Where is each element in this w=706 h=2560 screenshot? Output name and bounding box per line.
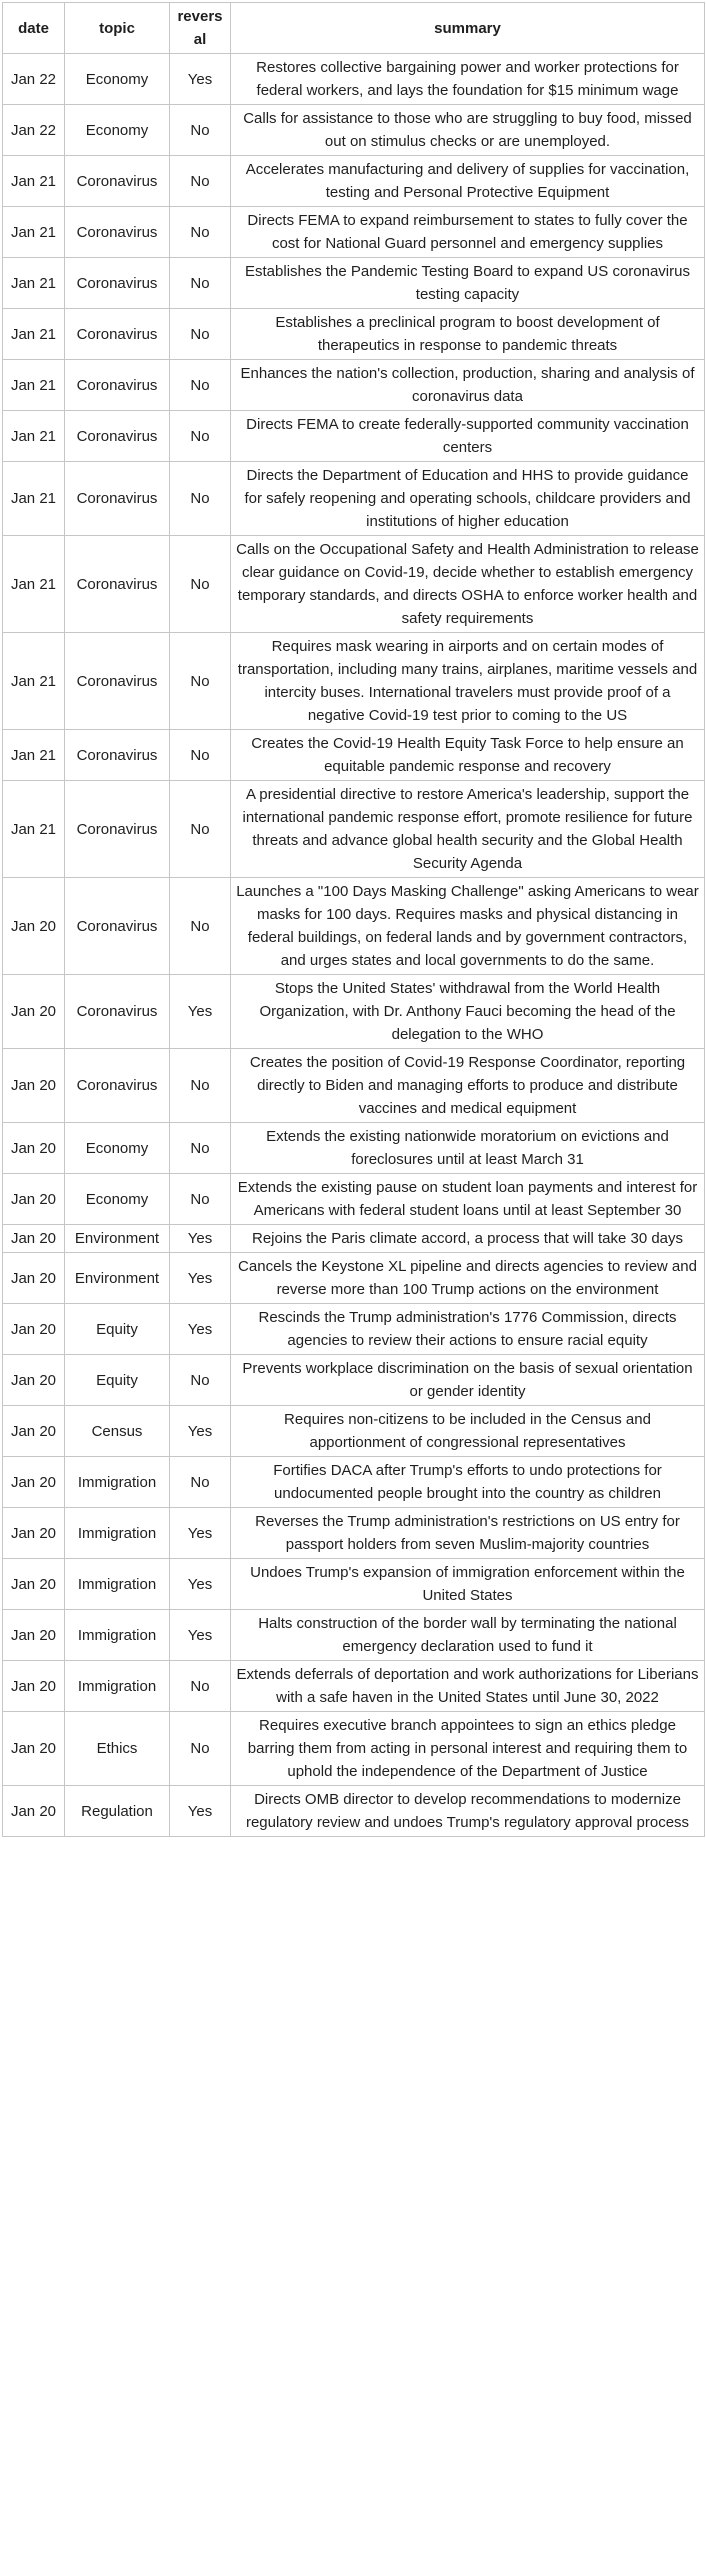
reversal-cell: No: [170, 781, 231, 878]
topic-cell: Coronavirus: [65, 462, 170, 536]
topic-cell: Coronavirus: [65, 258, 170, 309]
topic-cell: Equity: [65, 1355, 170, 1406]
table-row: [3, 462, 705, 536]
date-cell: Jan 20: [3, 1225, 65, 1253]
date-cell: Jan 20: [3, 1355, 65, 1406]
table-row: [3, 1610, 705, 1661]
summary-cell: Directs FEMA to create federally-supported community vaccination centers: [231, 411, 705, 462]
date-cell: Jan 20: [3, 975, 65, 1049]
date-cell: Jan 21: [3, 156, 65, 207]
table-row: [3, 1406, 705, 1457]
topic-cell: Coronavirus: [65, 207, 170, 258]
date-cell: Jan 20: [3, 1712, 65, 1786]
summary-cell: Directs OMB director to develop recommendations to modernize regulatory review and undoes Trump's regulatory approval process: [231, 1786, 705, 1837]
summary-cell: Creates the position of Covid-19 Response Coordinator, reporting directly to Biden and managing efforts to produce and distribute vaccines and medical equipment: [231, 1049, 705, 1123]
date-cell: Jan 20: [3, 1123, 65, 1174]
date-cell: Jan 21: [3, 781, 65, 878]
reversal-cell: Yes: [170, 1508, 231, 1559]
topic-cell: Coronavirus: [65, 878, 170, 975]
topic-cell: Immigration: [65, 1559, 170, 1610]
reversal-cell: Yes: [170, 975, 231, 1049]
summary-cell: Launches a "100 Days Masking Challenge" asking Americans to wear masks for 100 days. Requires masks and physical distancing in federal buildings, on federal lands and by government contractors, and urges states and local governments to do the same.: [231, 878, 705, 975]
date-cell: Jan 20: [3, 1457, 65, 1508]
reversal-cell: Yes: [170, 1225, 231, 1253]
topic-cell: Coronavirus: [65, 536, 170, 633]
date-cell: Jan 22: [3, 105, 65, 156]
summary-cell: Reverses the Trump administration's restrictions on US entry for passport holders from seven Muslim-majority countries: [231, 1508, 705, 1559]
reversal-cell: No: [170, 462, 231, 536]
topic-cell: Ethics: [65, 1712, 170, 1786]
summary-cell: Extends the existing pause on student loan payments and interest for Americans with federal student loans until at least September 30: [231, 1174, 705, 1225]
table-row: [3, 1661, 705, 1712]
date-cell: Jan 21: [3, 730, 65, 781]
date-cell: Jan 20: [3, 1559, 65, 1610]
summary-cell: Accelerates manufacturing and delivery of supplies for vaccination, testing and Personal Protective Equipment: [231, 156, 705, 207]
summary-cell: Requires mask wearing in airports and on certain modes of transportation, including many trains, airplanes, maritime vessels and intercity buses. International travelers must provide proof of a negative Covid-19 test prior to coming to the US: [231, 633, 705, 730]
topic-cell: Coronavirus: [65, 730, 170, 781]
topic-cell: Coronavirus: [65, 975, 170, 1049]
table-row: [3, 156, 705, 207]
table-row: [3, 633, 705, 730]
table-row: [3, 1123, 705, 1174]
topic-cell: Immigration: [65, 1508, 170, 1559]
header-row: [3, 3, 705, 54]
reversal-cell: Yes: [170, 54, 231, 105]
date-cell: Jan 20: [3, 1406, 65, 1457]
table-row: [3, 1253, 705, 1304]
reversal-cell: No: [170, 105, 231, 156]
summary-cell: Establishes the Pandemic Testing Board to expand US coronavirus testing capacity: [231, 258, 705, 309]
reversal-cell: No: [170, 1712, 231, 1786]
topic-cell: Coronavirus: [65, 781, 170, 878]
date-cell: Jan 21: [3, 411, 65, 462]
table-row: [3, 54, 705, 105]
table-row: [3, 1508, 705, 1559]
topic-cell: Immigration: [65, 1457, 170, 1508]
column-header-date: date: [3, 3, 65, 54]
reversal-cell: Yes: [170, 1559, 231, 1610]
reversal-cell: Yes: [170, 1304, 231, 1355]
summary-cell: A presidential directive to restore America's leadership, support the international pandemic response effort, promote resilience for future threats and advance global health security and the Global Health Security Agenda: [231, 781, 705, 878]
reversal-cell: No: [170, 1123, 231, 1174]
table-row: [3, 1304, 705, 1355]
date-cell: Jan 20: [3, 1610, 65, 1661]
topic-cell: Equity: [65, 1304, 170, 1355]
table-row: [3, 258, 705, 309]
topic-cell: Economy: [65, 1174, 170, 1225]
summary-cell: Establishes a preclinical program to boost development of therapeutics in response to pandemic threats: [231, 309, 705, 360]
reversal-cell: No: [170, 156, 231, 207]
reversal-cell: Yes: [170, 1786, 231, 1837]
reversal-cell: No: [170, 1355, 231, 1406]
topic-cell: Economy: [65, 54, 170, 105]
reversal-cell: No: [170, 411, 231, 462]
table-row: [3, 1559, 705, 1610]
topic-cell: Coronavirus: [65, 156, 170, 207]
column-header-summary: summary: [231, 3, 705, 54]
summary-cell: Undoes Trump's expansion of immigration enforcement within the United States: [231, 1559, 705, 1610]
column-header-topic: topic: [65, 3, 170, 54]
summary-cell: Enhances the nation's collection, production, sharing and analysis of coronavirus data: [231, 360, 705, 411]
table-row: [3, 1712, 705, 1786]
reversal-cell: No: [170, 730, 231, 781]
summary-cell: Directs FEMA to expand reimbursement to states to fully cover the cost for National Guard personnel and emergency supplies: [231, 207, 705, 258]
reversal-cell: No: [170, 360, 231, 411]
reversal-cell: No: [170, 258, 231, 309]
summary-cell: Extends deferrals of deportation and work authorizations for Liberians with a safe haven in the United States until June 30, 2022: [231, 1661, 705, 1712]
date-cell: Jan 20: [3, 1049, 65, 1123]
table-row: [3, 536, 705, 633]
topic-cell: Economy: [65, 105, 170, 156]
topic-cell: Immigration: [65, 1661, 170, 1712]
date-cell: Jan 20: [3, 1661, 65, 1712]
table-row: [3, 1174, 705, 1225]
summary-cell: Halts construction of the border wall by terminating the national emergency declaration used to fund it: [231, 1610, 705, 1661]
date-cell: Jan 21: [3, 309, 65, 360]
table-row: [3, 730, 705, 781]
column-header-reversal: reversal: [170, 3, 231, 54]
table-row: [3, 207, 705, 258]
table-row: [3, 1049, 705, 1123]
topic-cell: Immigration: [65, 1610, 170, 1661]
topic-cell: Coronavirus: [65, 360, 170, 411]
topic-cell: Environment: [65, 1253, 170, 1304]
reversal-cell: No: [170, 536, 231, 633]
date-cell: Jan 20: [3, 1786, 65, 1837]
executive-actions-table: [2, 2, 705, 1837]
table-row: [3, 360, 705, 411]
date-cell: Jan 20: [3, 1174, 65, 1225]
table-row: [3, 105, 705, 156]
summary-cell: Extends the existing nationwide moratorium on evictions and foreclosures until at least March 31: [231, 1123, 705, 1174]
table-row: [3, 309, 705, 360]
reversal-cell: No: [170, 207, 231, 258]
date-cell: Jan 20: [3, 878, 65, 975]
reversal-cell: No: [170, 633, 231, 730]
reversal-cell: No: [170, 1457, 231, 1508]
table-row: [3, 975, 705, 1049]
summary-cell: Prevents workplace discrimination on the basis of sexual orientation or gender identity: [231, 1355, 705, 1406]
date-cell: Jan 21: [3, 360, 65, 411]
topic-cell: Coronavirus: [65, 633, 170, 730]
date-cell: Jan 21: [3, 633, 65, 730]
summary-cell: Directs the Department of Education and HHS to provide guidance for safely reopening and operating schools, childcare providers and institutions of higher education: [231, 462, 705, 536]
date-cell: Jan 22: [3, 54, 65, 105]
reversal-cell: No: [170, 878, 231, 975]
summary-cell: Requires non-citizens to be included in the Census and apportionment of congressional representatives: [231, 1406, 705, 1457]
summary-cell: Cancels the Keystone XL pipeline and directs agencies to review and reverse more than 100 Trump actions on the environment: [231, 1253, 705, 1304]
summary-cell: Restores collective bargaining power and worker protections for federal workers, and lays the foundation for $15 minimum wage: [231, 54, 705, 105]
date-cell: Jan 21: [3, 207, 65, 258]
summary-cell: Stops the United States' withdrawal from the World Health Organization, with Dr. Anthony Fauci becoming the head of the delegation to the WHO: [231, 975, 705, 1049]
table-body: [3, 54, 705, 1837]
reversal-cell: No: [170, 1661, 231, 1712]
summary-cell: Calls on the Occupational Safety and Health Administration to release clear guidance on Covid-19, decide whether to establish emergency temporary standards, and directs OSHA to enforce worker health and safety requirements: [231, 536, 705, 633]
topic-cell: Regulation: [65, 1786, 170, 1837]
summary-cell: Requires executive branch appointees to sign an ethics pledge barring them from acting in personal interest and requiring them to uphold the independence of the Department of Justice: [231, 1712, 705, 1786]
table-row: [3, 1225, 705, 1253]
topic-cell: Coronavirus: [65, 411, 170, 462]
table-header: [3, 3, 705, 54]
reversal-cell: Yes: [170, 1406, 231, 1457]
table-row: [3, 411, 705, 462]
date-cell: Jan 20: [3, 1253, 65, 1304]
table-row: [3, 781, 705, 878]
topic-cell: Coronavirus: [65, 309, 170, 360]
reversal-cell: No: [170, 1174, 231, 1225]
topic-cell: Economy: [65, 1123, 170, 1174]
table-row: [3, 1786, 705, 1837]
reversal-cell: No: [170, 309, 231, 360]
reversal-cell: Yes: [170, 1253, 231, 1304]
date-cell: Jan 21: [3, 258, 65, 309]
topic-cell: Environment: [65, 1225, 170, 1253]
summary-cell: Rescinds the Trump administration's 1776 Commission, directs agencies to review their actions to ensure racial equity: [231, 1304, 705, 1355]
date-cell: Jan 21: [3, 536, 65, 633]
table-row: [3, 1355, 705, 1406]
summary-cell: Calls for assistance to those who are struggling to buy food, missed out on stimulus checks or are unemployed.: [231, 105, 705, 156]
reversal-cell: Yes: [170, 1610, 231, 1661]
date-cell: Jan 20: [3, 1508, 65, 1559]
date-cell: Jan 20: [3, 1304, 65, 1355]
reversal-cell: No: [170, 1049, 231, 1123]
table-row: [3, 1457, 705, 1508]
date-cell: Jan 21: [3, 462, 65, 536]
summary-cell: Creates the Covid-19 Health Equity Task Force to help ensure an equitable pandemic response and recovery: [231, 730, 705, 781]
summary-cell: Fortifies DACA after Trump's efforts to undo protections for undocumented people brought into the country as children: [231, 1457, 705, 1508]
topic-cell: Coronavirus: [65, 1049, 170, 1123]
summary-cell: Rejoins the Paris climate accord, a process that will take 30 days: [231, 1225, 705, 1253]
table-row: [3, 878, 705, 975]
topic-cell: Census: [65, 1406, 170, 1457]
